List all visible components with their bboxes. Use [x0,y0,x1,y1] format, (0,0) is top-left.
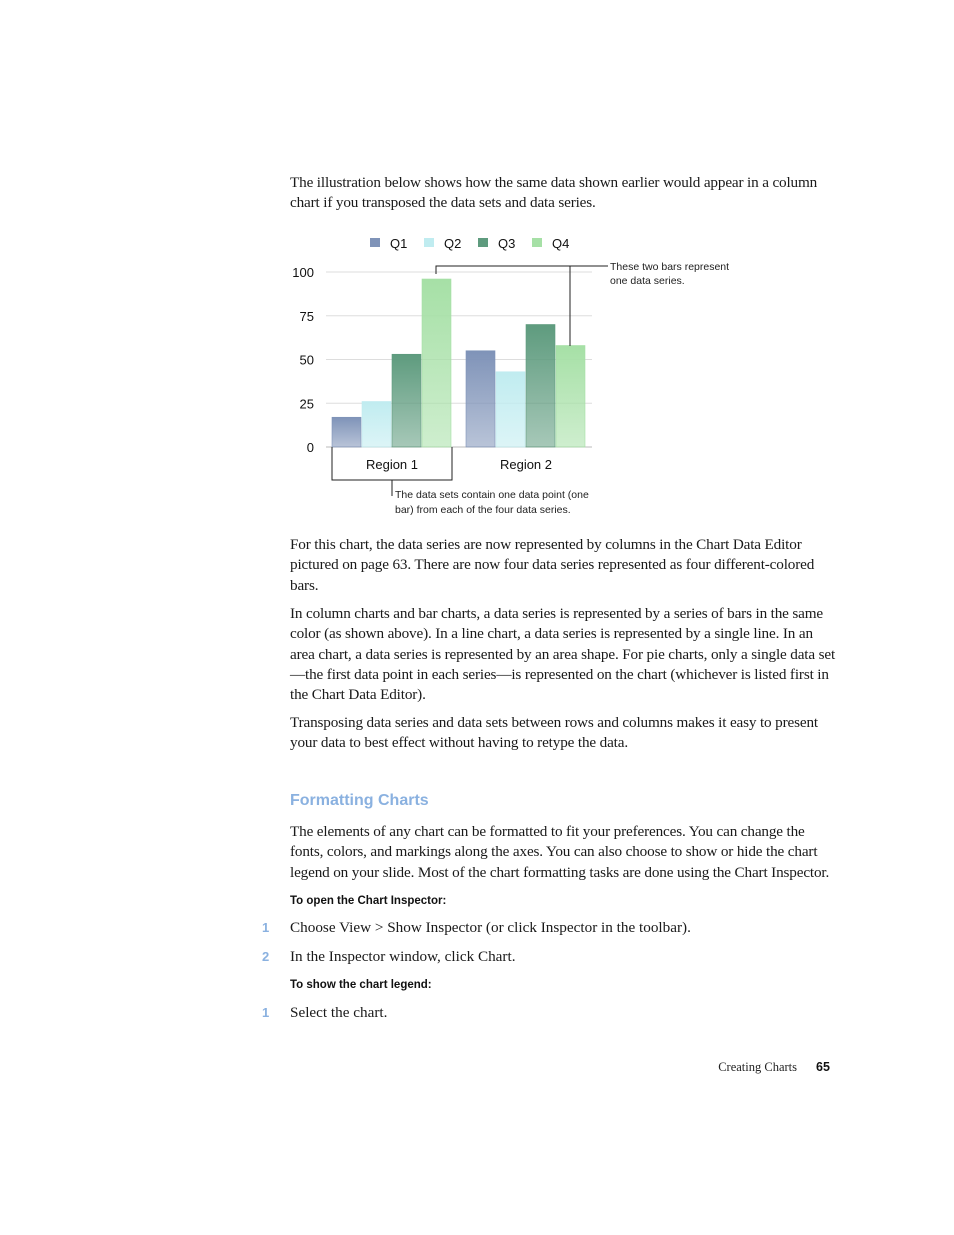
series-note-text: one data series. [610,275,685,287]
data-set-note-text: The data sets contain one data point (one [395,489,589,501]
step-number: 2 [262,949,270,964]
series-callout-line [436,266,608,274]
legend-label: Q2 [444,236,462,251]
bar-q2-1 [362,402,391,448]
legend-swatch [478,238,488,247]
legend-swatch [370,238,380,247]
legend-label: Q3 [498,236,516,251]
y-tick-label: 0 [306,440,314,455]
y-tick-label: 100 [292,265,314,280]
x-axis-categories [366,457,552,472]
paragraph-3: Transposing data series and data sets between rows and columns makes it easy to present your data to best effect without having to retype the data. [290,714,818,752]
task-title-open-inspector: To open the Chart Inspector: [290,895,447,907]
section-body: The elements of any chart can be formatted to fit your preferences. You can change the fonts, colors, and markings along the axes. You can also choose to show or hide the chart legend on your slide. Most of the chart formatting tasks are done using the Chart Inspector. [290,823,830,881]
page-number: 65 [816,1060,830,1074]
step-number: 1 [262,920,270,935]
bar-q1-1 [332,417,361,447]
step-text: Select the chart. [290,1004,388,1021]
category-label: Region 1 [365,457,419,472]
y-tick-label: 75 [299,308,314,324]
column-chart [280,228,750,524]
step-text: Choose View > Show Inspector (or click Inspector in the toolbar). [290,919,691,936]
chart-legend [370,236,569,251]
bar-q3-1 [392,354,421,447]
bar-q4-2 [556,346,585,448]
bar-q3-2 [526,325,555,448]
legend-swatch [532,238,542,247]
footer-chapter-label: Creating Charts [718,1060,797,1074]
step-number: 1 [262,1005,270,1020]
bar-q4-1 [422,279,451,447]
y-axis-ticks [292,265,314,455]
paragraph-2: In column charts and bar charts, a data series is represented by a series of bars in the same color (as shown above). In a line chart, a data series is represented by a single line. In an area chart, a data series is represented by an area shape. For pie charts, only a single data set—the first data point in each series—is represented on the chart (whichever is listed first in the Chart Data Editor). [290,605,836,704]
step-text: In the Inspector window, click Chart. [290,948,516,965]
y-tick-label: 50 [299,352,314,368]
section-heading: Formatting Charts [290,792,429,809]
paragraph-1: For this chart, the data series are now represented by columns in the Chart Data Editor pictured on page 63. There are now four data series represented as four different-colored bars. [290,536,815,594]
data-set-note-text: bar) from each of the four data series. [395,504,571,516]
legend-swatch [424,238,434,247]
intro-paragraph: The illustration below shows how the same data shown earlier would appear in a column chart if you transposed the data sets and data series. [290,174,818,212]
series-note-text: These two bars represent [610,261,730,273]
legend-label: Q1 [390,236,408,251]
bar-q1-2 [466,351,495,447]
task-title-show-legend: To show the chart legend: [290,979,432,991]
legend-label: Q4 [552,236,570,251]
bar-q2-2 [496,372,525,447]
chart-bars [332,279,585,447]
category-label: Region 2 [499,457,553,472]
y-tick-label: 25 [299,396,314,412]
